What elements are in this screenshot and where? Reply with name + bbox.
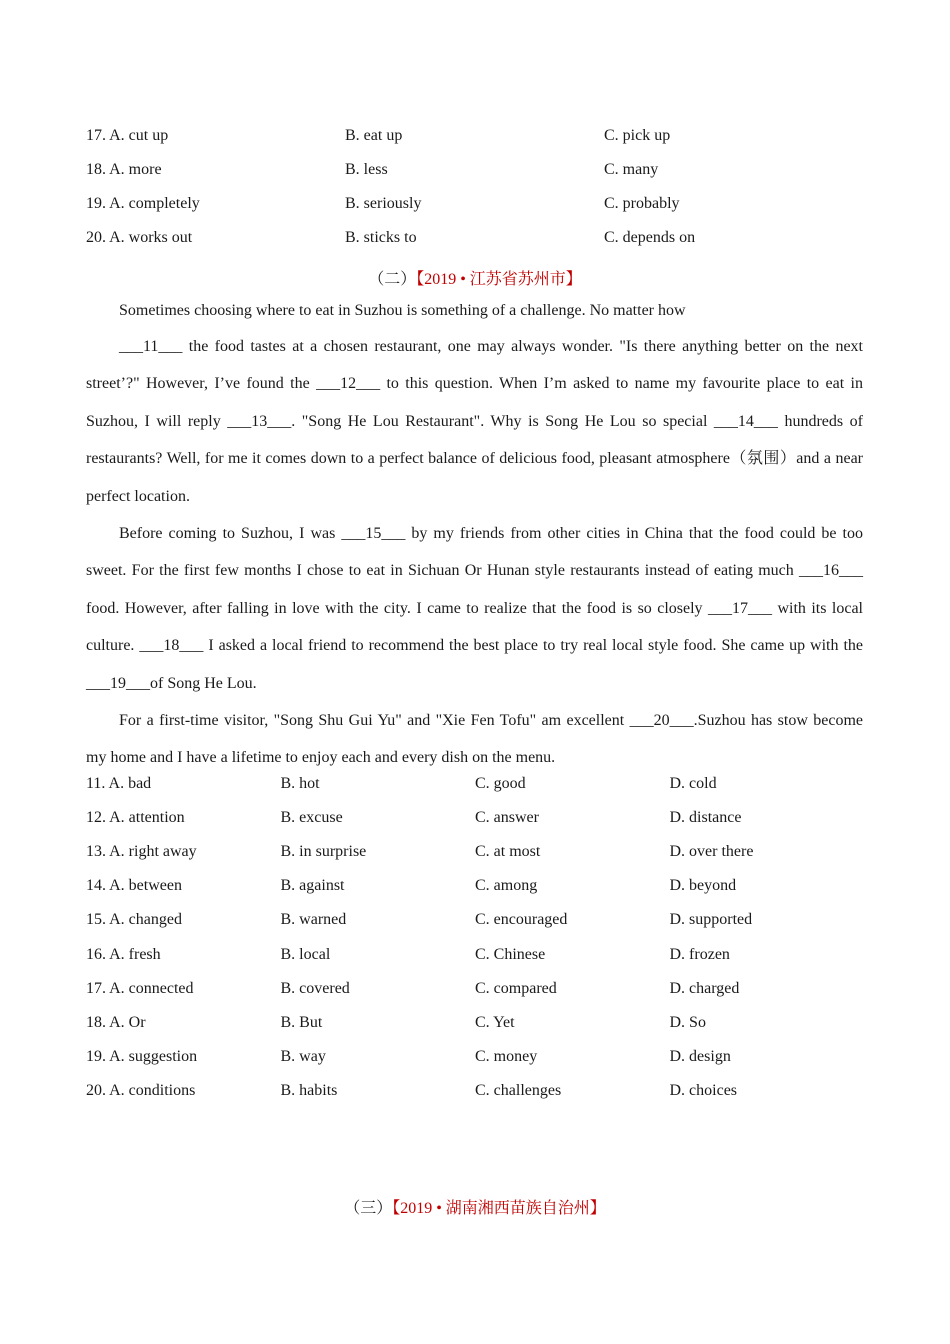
option-a: 19. A. suggestion [86, 1047, 198, 1065]
option-c: C. challenges [475, 1081, 562, 1099]
option-row [86, 1074, 866, 1108]
option-b: B. local [280, 945, 331, 963]
section-source-tag: 【2019 • 湖南湘西苗族自治州】 [392, 1200, 606, 1217]
section-source-tag: 【2019 • 江苏省苏州市】 [416, 271, 582, 288]
passage-paragraph: Before coming to Suzhou, I was ___15___ by my friends from other cities in China that the food could be too sweet. For the first few months I chose to eat in Sichuan Or Hunan style restaurants instead of eating much ___16___ food. However, after falling in love with the city. I came to realize that the food is so closely ___17___ with its local culture. ___18___ I asked a local friend to recommend the best place to try real local style food. She came up with the ___19___of Song He Lou. [86, 525, 863, 692]
option-row [86, 972, 866, 1006]
passage-paragraph: For a first-time visitor, "Song Shu Gui Yu" and "Xie Fen Tofu" am excellent ___20___.Suzhou has stow become my home and I have a lifetime to enjoy each and every dish on the menu. [86, 712, 863, 767]
option-a: 17. A. connected [86, 979, 194, 997]
option-b: B. in surprise [280, 843, 367, 861]
option-a: 11. A. bad [86, 775, 152, 793]
section-prefix: （二） [368, 271, 417, 288]
option-b: B. excuse [280, 809, 343, 827]
option-b: B. eat up [345, 127, 403, 145]
option-a: 20. A. conditions [86, 1081, 196, 1099]
option-d: D. frozen [669, 945, 730, 963]
option-c: C. compared [475, 979, 557, 997]
option-row [86, 1006, 866, 1040]
option-row [86, 937, 866, 971]
option-c: C. good [475, 775, 526, 793]
option-row [86, 835, 866, 869]
option-row [86, 153, 866, 187]
option-c: C. at most [475, 843, 541, 861]
option-b: B. habits [280, 1081, 338, 1099]
option-c: C. among [475, 877, 538, 895]
passage-paragraph: ___11___ the food tastes at a chosen restaurant, one may always wonder. "Is there anything better on the next street’?" However, I’ve found the ___12___ to this question. When I’m asked to name my favourite place to eat in Suzhou, I will reply ___13___. "Song He Lou Restaurant". Why is Song He Lou so special ___14___ hundreds of restaurants? Well, for me it comes down to a perfect balance of delicious food, pleasant atmosphere（氛围）and a near perfect location. [86, 338, 863, 505]
option-row [86, 801, 866, 835]
option-c: C. many [604, 161, 659, 179]
option-a: 18. A. Or [86, 1013, 146, 1031]
option-a: 12. A. attention [86, 809, 185, 827]
option-a: 19. A. completely [86, 195, 200, 213]
option-c: C. answer [475, 809, 539, 827]
option-d: D. So [669, 1013, 706, 1031]
option-b: B. seriously [345, 195, 422, 213]
option-d: D. distance [669, 809, 742, 827]
option-row [86, 869, 866, 903]
option-b: B. way [280, 1047, 326, 1065]
option-b: B. warned [280, 911, 347, 929]
option-d: D. choices [669, 1081, 738, 1099]
option-a: 15. A. changed [86, 911, 182, 929]
cloze-passage [86, 294, 863, 777]
option-a: 16. A. fresh [86, 945, 161, 963]
option-b: B. sticks to [345, 229, 417, 247]
passage-paragraph: Sometimes choosing where to eat in Suzhou is something of a challenge. No matter how [119, 302, 686, 319]
option-a: 13. A. right away [86, 843, 197, 861]
option-b: B. But [280, 1013, 323, 1031]
option-c: C. depends on [604, 229, 696, 247]
option-c: C. Chinese [475, 945, 546, 963]
section-prefix: （三） [344, 1200, 393, 1217]
option-d: D. cold [669, 775, 717, 793]
option-d: D. charged [669, 979, 740, 997]
option-c: C. encouraged [475, 911, 568, 929]
option-a: 17. A. cut up [86, 127, 169, 145]
option-b: B. covered [280, 979, 350, 997]
option-d: D. beyond [669, 877, 737, 895]
option-row [86, 187, 866, 221]
option-d: D. over there [669, 843, 754, 861]
option-row [86, 767, 866, 801]
option-d: D. supported [669, 911, 753, 929]
option-b: B. less [345, 161, 388, 179]
option-row [86, 221, 866, 255]
section-heading-3 [0, 1195, 950, 1218]
option-row [86, 119, 866, 153]
options-main [86, 767, 866, 1108]
option-row [86, 1040, 866, 1074]
option-c: C. pick up [604, 127, 671, 145]
options-top [86, 119, 866, 255]
option-c: C. Yet [475, 1013, 515, 1031]
option-b: B. hot [280, 775, 320, 793]
option-row [86, 903, 866, 937]
option-a: 14. A. between [86, 877, 182, 895]
option-b: B. against [280, 877, 345, 895]
option-c: C. money [475, 1047, 538, 1065]
option-a: 20. A. works out [86, 229, 193, 247]
section-heading-2 [0, 266, 950, 289]
option-c: C. probably [604, 195, 680, 213]
option-a: 18. A. more [86, 161, 162, 179]
option-d: D. design [669, 1047, 731, 1065]
